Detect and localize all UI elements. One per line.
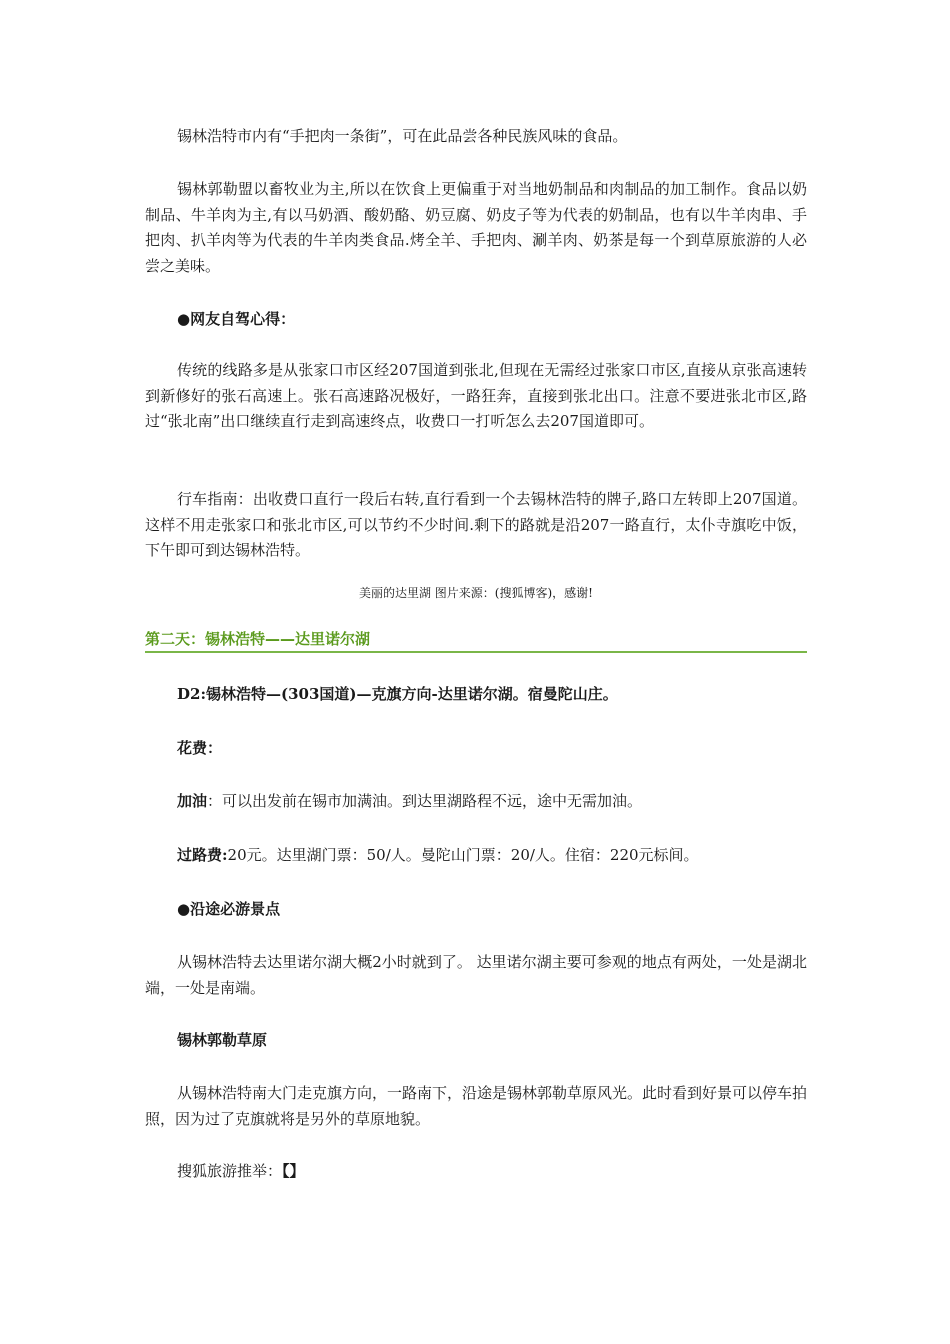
fuel-label: 加油 xyxy=(177,792,208,810)
paragraph-dali-lake: 从锡林浩特去达里诺尔湖大概2小时就到了。 达里诺尔湖主要可参观的地点有两处，一处是湖北端，一处是南端。 xyxy=(145,953,807,997)
heading-must-see-sights: ●沿途必游景点 xyxy=(177,900,281,918)
paragraph-hand-meat-street: 锡林浩特市内有“手把肉一条街”，可在此品尝各种民族风味的食品。 xyxy=(177,127,628,145)
fuel-line xyxy=(145,789,807,815)
recommend-line xyxy=(145,1159,807,1185)
itinerary-d2: D2:锡林浩特—(303国道)—克旗方向-达里诺尔湖。宿曼陀山庄。 xyxy=(177,685,618,703)
recommend-label: 搜狐旅游推举： xyxy=(177,1162,283,1180)
heading-netizen-tips: ●网友自驾心得： xyxy=(177,310,296,328)
paragraph-route-traditional: 传统的线路多是从张家口市区经207国道到张北,但现在无需经过张家口市区,直接从京张高速转到新修好的张石高速上。张石高速路况极好，一路狂奔，直接到张北出口。注意不要进张北市区,路过“张北南”出口继续直行走到高速终点，收费口一打听怎么去207国道即可。 xyxy=(145,361,807,430)
paragraph-food-overview: 锡林郭勒盟以畜牧业为主,所以在饮食上更偏重于对当地奶制品和肉制品的加工制作。食品以奶制品、牛羊肉为主,有以马奶酒、酸奶酪、奶豆腐、奶皮子等为代表的奶制品，也有以牛羊肉串、手把肉、扒羊肉等为代表的牛羊肉类食品.烤全羊、手把肉、涮羊肉、奶茶是每一个到草原旅游的人必尝之美味。 xyxy=(145,180,807,275)
toll-text: 20元。达里湖门票：50/人。曼陀山门票：20/人。住宿：220元标间。 xyxy=(227,846,699,864)
section-heading-day-two: 第二天：锡林浩特——达里诺尔湖 xyxy=(145,628,807,653)
image-caption: 美丽的达里湖 图片来源：(搜狐博客)，感谢! xyxy=(358,586,593,600)
heading-xilingol-grassland: 锡林郭勒草原 xyxy=(177,1031,268,1049)
paragraph-driving-guide: 行车指南：出收费口直行一段后右转,直行看到一个去锡林浩特的牌子,路口左转即上207国道。这样不用走张家口和张北市区,可以节约不少时间.剩下的路就是沿207一路直行，太仆寺旗吃中饭，下午即可到达锡林浩特。 xyxy=(145,490,807,559)
toll-line xyxy=(145,843,807,869)
cost-label: 花费： xyxy=(177,739,223,757)
paragraph-grassland-route: 从锡林浩特南大门走克旗方向，一路南下，沿途是锡林郭勒草原风光。此时看到好景可以停车拍照，因为过了克旗就将是另外的草原地貌。 xyxy=(145,1084,808,1128)
fuel-text: ：可以出发前在锡市加满油。到达里湖路程不远，途中无需加油。 xyxy=(207,792,643,810)
toll-label: 过路费: xyxy=(177,846,228,864)
recommend-brackets: 【】 xyxy=(282,1162,305,1180)
